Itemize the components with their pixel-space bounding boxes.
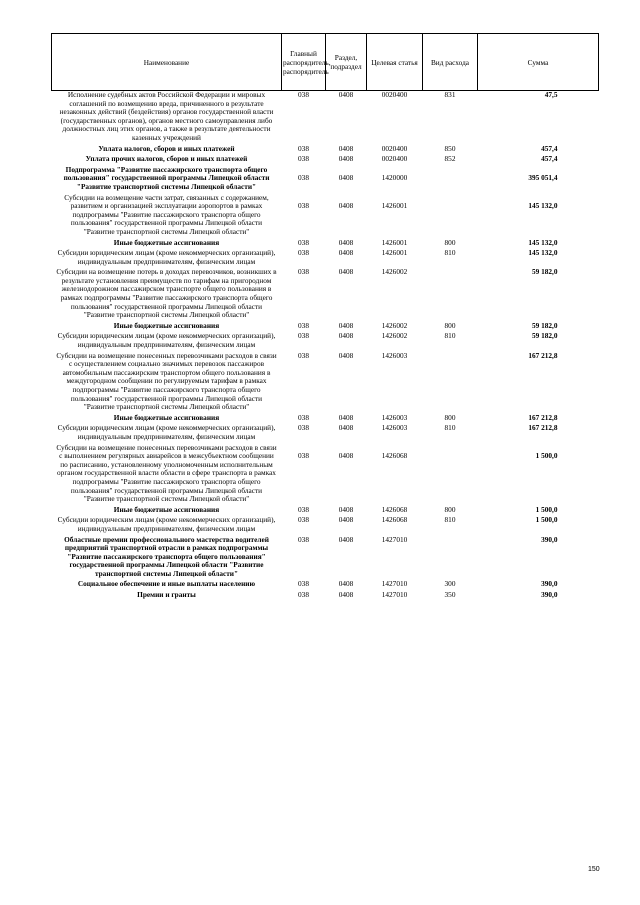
row-target: 1427010 (381, 590, 408, 600)
header-sum: Сумма (478, 34, 599, 91)
row-section: 0408 (338, 143, 354, 153)
row-expense (423, 444, 478, 506)
row-sum: 457,4 (541, 143, 558, 153)
row-target: 1427010 (381, 534, 408, 544)
table-row (52, 591, 599, 602)
row-sum: 145 132,0 (528, 237, 558, 247)
row-target: 1426003 (381, 350, 408, 360)
row-sum: 1 500,0 (535, 515, 558, 525)
row-target: 1426003 (381, 412, 408, 422)
row-target: 1426001 (381, 248, 408, 258)
row-target: 1426001 (381, 200, 408, 210)
row-section: 0408 (338, 90, 354, 99)
row-sum: 167 212,8 (528, 423, 558, 433)
row-section: 0408 (338, 331, 354, 341)
row-section: 0408 (338, 237, 354, 247)
row-admin: 038 (298, 412, 309, 422)
row-name: Областные премии профессионального мастерства водителей предприятий транспортной отрасли в рамках подпрограммы "Развитие пассажирского транспорта общего пользования" государственной программы Липецкой области "Развитие транспортной системы Липецкой области" (64, 534, 269, 578)
row-admin: 038 (298, 172, 309, 182)
row-sum: 59 182,0 (531, 267, 558, 277)
row-section: 0408 (338, 515, 354, 525)
table-row (52, 249, 599, 268)
row-expense: 831 (444, 90, 456, 99)
header-section: Раздел, подраздел (326, 34, 367, 91)
table-row (52, 332, 599, 351)
row-expense: 300 (444, 579, 456, 589)
row-name: Субсидии на возмещение части затрат, связанных с содержанием, развитием и организацией эксплуатации аэропортов в рамках подпрограммы "Развитие пассажирского транспорта общего пользования" государственной программы Липецкой области "Развитие транспортной системы Липецкой области" (64, 192, 269, 236)
row-admin: 038 (298, 504, 309, 514)
row-admin: 038 (298, 237, 309, 247)
row-name: Субсидии юридическим лицам (кроме некоммерческих организаций), индивидуальным предпринимателям, физическим лицам (57, 423, 276, 441)
row-name: Исполнение судебных актов Российской Федерации и мировых соглашений по возмещению вреда, причиненного в результате незаконных действий (бездействия) органов государственной власти (государственных органов), органов местного самоуправления либо должностных лиц этих органов, а также в результате деятельности казенных учреждений (59, 90, 274, 142)
row-section: 0408 (338, 172, 354, 182)
row-expense (423, 194, 478, 239)
row-name: Иные бюджетные ассигнования (113, 320, 220, 330)
row-expense: 852 (444, 154, 456, 164)
row-target: 0020400 (381, 143, 408, 153)
row-expense: 810 (444, 515, 456, 525)
row-admin: 038 (298, 331, 309, 341)
row-section: 0408 (338, 267, 354, 277)
row-name: Иные бюджетные ассигнования (113, 237, 220, 247)
row-sum: 47,5 (544, 90, 558, 99)
row-expense: 800 (444, 412, 456, 422)
row-sum: 145 132,0 (528, 248, 558, 258)
row-admin: 038 (298, 579, 309, 589)
row-name: Уплата прочих налогов, сборов и иных платежей (85, 154, 248, 164)
row-target: 1426001 (381, 237, 408, 247)
row-expense (423, 268, 478, 322)
header-name: Наименование (52, 34, 282, 91)
row-sum: 167 212,8 (528, 350, 558, 360)
row-target: 1426002 (381, 267, 408, 277)
header-admin: Главный распорядитель, распорядитель (282, 34, 326, 91)
row-sum: 1 500,0 (535, 450, 558, 460)
row-admin: 038 (298, 423, 309, 433)
table-row (52, 424, 599, 443)
row-expense: 800 (444, 504, 456, 514)
row-name: Субсидии на возмещение потерь в доходах перевозчиков, возникших в результате установления преимуществ по тарифам на пригородном железнодорожном пассажирском транспорте общего пользования в рамках подпрограммы "Развитие пассажирского транспорта общего пользования" государственной программы Липецкой области "Развитие транспортной системы Липецкой области" (56, 267, 277, 320)
row-sum: 457,4 (541, 154, 558, 164)
row-name: Субсидии на возмещение понесенных перевозчиками расходов в связи с выполнением регулярных авиарейсов в межсубъектном сообщении по расписанию, установленному уполномоченным исполнительным органом государственной власти области в сфере транспорта в рамках подпрограммы "Развитие пассажирского транспорта общего пользования" государственной программы Липецкой области "Развитие транспортной системы Липецкой области" (56, 442, 277, 504)
table-row (52, 91, 599, 145)
row-admin: 038 (298, 320, 309, 330)
row-target: 0020400 (381, 90, 408, 99)
row-section: 0408 (338, 154, 354, 164)
table-row (52, 580, 599, 591)
row-sum: 390,0 (541, 534, 558, 544)
row-expense: 850 (444, 143, 456, 153)
row-admin: 038 (298, 350, 309, 360)
row-target: 1426068 (381, 504, 408, 514)
row-sum: 167 212,8 (528, 412, 558, 422)
row-target: 0020400 (381, 154, 408, 164)
row-sum: 145 132,0 (528, 200, 558, 210)
table-row (52, 536, 599, 581)
row-expense (423, 166, 478, 194)
row-expense: 810 (444, 423, 456, 433)
row-expense: 810 (444, 331, 456, 341)
row-section: 0408 (338, 590, 354, 600)
row-name: Иные бюджетные ассигнования (113, 412, 220, 422)
table-row (52, 268, 599, 322)
row-sum: 390,0 (541, 590, 558, 600)
row-admin: 038 (298, 154, 309, 164)
row-name: Подпрограмма "Развитие пассажирского транспорта общего пользования" государственной программы Липецкой области "Развитие транспортной системы Липецкой области" (63, 164, 270, 191)
row-target: 1420000 (381, 172, 408, 182)
table-row (52, 194, 599, 239)
row-section: 0408 (338, 200, 354, 210)
row-name: Субсидии юридическим лицам (кроме некоммерческих организаций), индивидуальным предпринимателям, физическим лицам (57, 331, 276, 350)
row-name: Субсидии на возмещение понесенных перевозчиками расходов в связи с осуществлением социально значимых перевозок пассажиров автомобильным пассажирским транспортом общего пользования в междугородном сообщении по регулируемым тарифам в рамках подпрограммы "Развитие пассажирского транспорта общего пользования" государственной программы Липецкой области "Развитие транспортной системы Липецкой области" (56, 350, 277, 412)
row-name: Премии и гранты (137, 590, 196, 600)
row-admin: 038 (298, 248, 309, 258)
row-name: Субсидии юридическим лицам (кроме некоммерческих организаций), индивидуальным предпринимателям, физическим лицам (57, 248, 276, 266)
row-sum: 390,0 (541, 579, 558, 589)
row-expense (423, 536, 478, 581)
row-expense (423, 352, 478, 414)
row-admin: 038 (298, 143, 309, 153)
row-admin: 038 (298, 590, 309, 600)
row-expense: 350 (444, 590, 456, 600)
row-name: Уплата налогов, сборов и иных платежей (98, 143, 235, 153)
row-sum: 1 500,0 (535, 504, 558, 514)
row-name: Иные бюджетные ассигнования (113, 504, 220, 514)
row-section: 0408 (338, 320, 354, 330)
row-admin: 038 (298, 450, 309, 460)
row-target: 1426068 (381, 515, 408, 525)
table-row (52, 516, 599, 535)
row-target: 1426003 (381, 423, 408, 433)
row-sum: 395 051,4 (528, 172, 558, 182)
row-admin: 038 (298, 267, 309, 277)
row-section: 0408 (338, 350, 354, 360)
page-number: 150 (588, 866, 600, 873)
row-admin: 038 (298, 90, 309, 99)
row-section: 0408 (338, 579, 354, 589)
table-header (52, 34, 599, 91)
row-sum: 59 182,0 (531, 320, 558, 330)
row-section: 0408 (338, 248, 354, 258)
row-target: 1426002 (381, 320, 408, 330)
table-row (52, 166, 599, 194)
row-admin: 038 (298, 534, 309, 544)
table-row (52, 352, 599, 414)
row-target: 1426002 (381, 331, 408, 341)
row-expense: 800 (444, 320, 456, 330)
row-target: 1426068 (381, 450, 408, 460)
table-row (52, 444, 599, 506)
header-target: Целевая статья (367, 34, 423, 91)
table-body (52, 91, 599, 602)
row-admin: 038 (298, 515, 309, 525)
row-section: 0408 (338, 412, 354, 422)
budget-table (51, 33, 599, 602)
row-section: 0408 (338, 423, 354, 433)
row-expense: 810 (444, 248, 456, 258)
header-expense: Вид расхода (423, 34, 478, 91)
row-section: 0408 (338, 534, 354, 544)
budget-table-page (51, 33, 598, 602)
row-section: 0408 (338, 450, 354, 460)
row-sum: 59 182,0 (531, 331, 558, 341)
row-admin: 038 (298, 200, 309, 210)
row-name: Субсидии юридическим лицам (кроме некоммерческих организаций), индивидуальным предпринимателям, физическим лицам (57, 515, 276, 533)
row-expense: 800 (444, 237, 456, 247)
row-target: 1427010 (381, 579, 408, 589)
row-section: 0408 (338, 504, 354, 514)
row-name: Социальное обеспечение и иные выплаты населению (77, 579, 256, 589)
